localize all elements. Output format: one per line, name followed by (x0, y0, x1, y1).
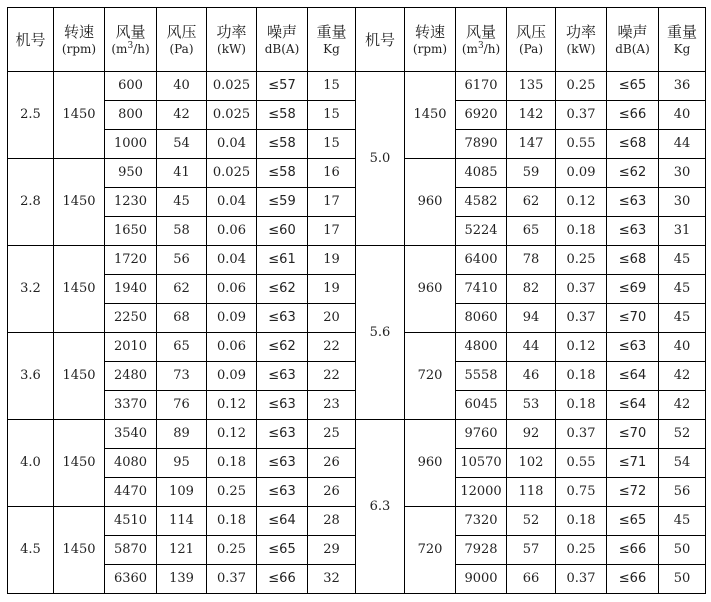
power-cell: 0.25 (556, 72, 607, 101)
flow-cell: 2010 (105, 333, 157, 362)
weight-cell: 32 (308, 565, 356, 594)
flow-cell: 7320 (456, 507, 507, 536)
header-machine-right: 机号 (356, 8, 405, 72)
noise-cell: ≤62 (607, 159, 659, 188)
pressure-cell: 114 (157, 507, 207, 536)
speed-cell: 1450 (54, 246, 105, 333)
power-cell: 0.37 (556, 304, 607, 333)
header-machine-left: 机号 (8, 8, 54, 72)
pressure-cell: 42 (157, 101, 207, 130)
header-pressure-right: 风压 (Pa) (507, 8, 556, 72)
flow-cell: 6170 (456, 72, 507, 101)
weight-cell: 26 (308, 478, 356, 507)
weight-cell: 22 (308, 362, 356, 391)
power-cell: 0.06 (207, 217, 257, 246)
flow-cell: 6920 (456, 101, 507, 130)
pressure-cell: 95 (157, 449, 207, 478)
noise-cell: ≤62 (257, 275, 308, 304)
flow-cell: 3540 (105, 420, 157, 449)
flow-cell: 800 (105, 101, 157, 130)
pressure-cell: 57 (507, 536, 556, 565)
power-cell: 0.04 (207, 130, 257, 159)
noise-cell: ≤72 (607, 478, 659, 507)
noise-cell: ≤62 (257, 333, 308, 362)
power-cell: 0.025 (207, 101, 257, 130)
flow-cell: 4080 (105, 449, 157, 478)
flow-cell: 5224 (456, 217, 507, 246)
flow-cell: 1650 (105, 217, 157, 246)
weight-cell: 56 (659, 478, 706, 507)
speed-cell: 960 (405, 159, 456, 246)
flow-cell: 600 (105, 72, 157, 101)
flow-cell: 1720 (105, 246, 157, 275)
power-cell: 0.37 (556, 275, 607, 304)
pressure-cell: 40 (157, 72, 207, 101)
speed-cell: 1450 (54, 159, 105, 246)
machine-number-cell: 5.6 (356, 246, 405, 420)
speed-cell: 1450 (54, 333, 105, 420)
machine-number-cell: 4.0 (8, 420, 54, 507)
machine-number-cell: 2.8 (8, 159, 54, 246)
pressure-cell: 41 (157, 159, 207, 188)
pressure-cell: 82 (507, 275, 556, 304)
pressure-cell: 62 (157, 275, 207, 304)
power-cell: 0.37 (207, 565, 257, 594)
weight-cell: 17 (308, 188, 356, 217)
speed-cell: 960 (405, 246, 456, 333)
flow-cell: 4470 (105, 478, 157, 507)
power-cell: 0.18 (556, 507, 607, 536)
machine-number-cell: 2.5 (8, 72, 54, 159)
noise-cell: ≤63 (607, 217, 659, 246)
flow-cell: 2250 (105, 304, 157, 333)
weight-cell: 30 (659, 188, 706, 217)
pressure-cell: 147 (507, 130, 556, 159)
power-cell: 0.12 (556, 333, 607, 362)
weight-cell: 40 (659, 333, 706, 362)
noise-cell: ≤65 (257, 536, 308, 565)
noise-cell: ≤65 (607, 507, 659, 536)
power-cell: 0.18 (556, 362, 607, 391)
flow-cell: 5870 (105, 536, 157, 565)
power-cell: 0.12 (207, 391, 257, 420)
noise-cell: ≤63 (257, 304, 308, 333)
flow-cell: 2480 (105, 362, 157, 391)
noise-cell: ≤58 (257, 159, 308, 188)
power-cell: 0.25 (207, 478, 257, 507)
table-row (8, 246, 706, 275)
pressure-cell: 59 (507, 159, 556, 188)
weight-cell: 15 (308, 72, 356, 101)
pressure-cell: 44 (507, 333, 556, 362)
weight-cell: 23 (308, 391, 356, 420)
power-cell: 0.37 (556, 420, 607, 449)
power-cell: 0.025 (207, 159, 257, 188)
pressure-cell: 109 (157, 478, 207, 507)
noise-cell: ≤69 (607, 275, 659, 304)
pressure-cell: 58 (157, 217, 207, 246)
pressure-cell: 135 (507, 72, 556, 101)
power-cell: 0.025 (207, 72, 257, 101)
noise-cell: ≤70 (607, 304, 659, 333)
pressure-cell: 65 (157, 333, 207, 362)
table-row (8, 72, 706, 101)
weight-cell: 22 (308, 333, 356, 362)
weight-cell: 45 (659, 507, 706, 536)
header-row (8, 8, 706, 72)
noise-cell: ≤64 (607, 391, 659, 420)
header-speed-right: 转速 (rpm) (405, 8, 456, 72)
pressure-cell: 121 (157, 536, 207, 565)
weight-cell: 40 (659, 101, 706, 130)
weight-cell: 42 (659, 362, 706, 391)
machine-number-cell: 6.3 (356, 420, 405, 594)
speed-cell: 1450 (54, 72, 105, 159)
noise-cell: ≤65 (607, 72, 659, 101)
speed-cell: 1450 (54, 507, 105, 594)
weight-cell: 45 (659, 246, 706, 275)
power-cell: 0.75 (556, 478, 607, 507)
pressure-cell: 56 (157, 246, 207, 275)
noise-cell: ≤66 (607, 536, 659, 565)
pressure-cell: 76 (157, 391, 207, 420)
power-cell: 0.18 (556, 217, 607, 246)
weight-cell: 17 (308, 217, 356, 246)
noise-cell: ≤58 (257, 101, 308, 130)
machine-number-cell: 3.6 (8, 333, 54, 420)
header-flow-right: 风量 $(m^3/h)$ (456, 8, 507, 72)
speed-cell: 1450 (405, 72, 456, 159)
pressure-cell: 52 (507, 507, 556, 536)
flow-cell: 10570 (456, 449, 507, 478)
weight-cell: 50 (659, 565, 706, 594)
noise-cell: ≤68 (607, 130, 659, 159)
weight-cell: 52 (659, 420, 706, 449)
pressure-cell: 73 (157, 362, 207, 391)
pressure-cell: 62 (507, 188, 556, 217)
weight-cell: 26 (308, 449, 356, 478)
weight-cell: 16 (308, 159, 356, 188)
weight-cell: 45 (659, 304, 706, 333)
pressure-cell: 94 (507, 304, 556, 333)
flow-cell: 8060 (456, 304, 507, 333)
pressure-cell: 68 (157, 304, 207, 333)
flow-cell: 950 (105, 159, 157, 188)
fan-spec-table (7, 7, 706, 594)
power-cell: 0.06 (207, 333, 257, 362)
noise-cell: ≤63 (257, 478, 308, 507)
noise-cell: ≤63 (257, 391, 308, 420)
noise-cell: ≤63 (607, 333, 659, 362)
header-speed-left: 转速 (rpm) (54, 8, 105, 72)
power-cell: 0.37 (556, 101, 607, 130)
power-cell: 0.09 (207, 304, 257, 333)
weight-cell: 31 (659, 217, 706, 246)
pressure-cell: 46 (507, 362, 556, 391)
weight-cell: 36 (659, 72, 706, 101)
flow-cell: 12000 (456, 478, 507, 507)
noise-cell: ≤58 (257, 130, 308, 159)
noise-cell: ≤66 (607, 101, 659, 130)
weight-cell: 42 (659, 391, 706, 420)
power-cell: 0.55 (556, 130, 607, 159)
weight-cell: 29 (308, 536, 356, 565)
weight-cell: 19 (308, 246, 356, 275)
power-cell: 0.18 (207, 507, 257, 536)
table-row (8, 420, 706, 449)
noise-cell: ≤59 (257, 188, 308, 217)
header-noise-right: 噪声 dB(A) (607, 8, 659, 72)
weight-cell: 19 (308, 275, 356, 304)
noise-cell: ≤64 (257, 507, 308, 536)
noise-cell: ≤57 (257, 72, 308, 101)
flow-cell: 4800 (456, 333, 507, 362)
flow-cell: 7410 (456, 275, 507, 304)
weight-cell: 15 (308, 130, 356, 159)
power-cell: 0.25 (556, 246, 607, 275)
power-cell: 0.12 (556, 188, 607, 217)
header-power-left: 功率 (kW) (207, 8, 257, 72)
flow-cell: 7890 (456, 130, 507, 159)
machine-number-cell: 4.5 (8, 507, 54, 594)
power-cell: 0.25 (207, 536, 257, 565)
header-noise-left: 噪声 dB(A) (257, 8, 308, 72)
weight-cell: 28 (308, 507, 356, 536)
flow-cell: 1940 (105, 275, 157, 304)
pressure-cell: 53 (507, 391, 556, 420)
noise-cell: ≤63 (257, 420, 308, 449)
speed-cell: 720 (405, 333, 456, 420)
speed-cell: 720 (405, 507, 456, 594)
flow-cell: 4085 (456, 159, 507, 188)
weight-cell: 44 (659, 130, 706, 159)
power-cell: 0.04 (207, 246, 257, 275)
flow-cell: 7928 (456, 536, 507, 565)
pressure-cell: 118 (507, 478, 556, 507)
pressure-cell: 65 (507, 217, 556, 246)
power-cell: 0.25 (556, 536, 607, 565)
pressure-cell: 142 (507, 101, 556, 130)
weight-cell: 20 (308, 304, 356, 333)
power-cell: 0.09 (207, 362, 257, 391)
header-pressure-left: 风压 (Pa) (157, 8, 207, 72)
power-cell: 0.04 (207, 188, 257, 217)
power-cell: 0.18 (556, 391, 607, 420)
noise-cell: ≤60 (257, 217, 308, 246)
noise-cell: ≤63 (257, 449, 308, 478)
power-cell: 0.55 (556, 449, 607, 478)
noise-cell: ≤66 (257, 565, 308, 594)
weight-cell: 54 (659, 449, 706, 478)
flow-cell: 9760 (456, 420, 507, 449)
noise-cell: ≤68 (607, 246, 659, 275)
speed-cell: 1450 (54, 420, 105, 507)
weight-cell: 50 (659, 536, 706, 565)
pressure-cell: 45 (157, 188, 207, 217)
header-power-right: 功率 (kW) (556, 8, 607, 72)
pressure-cell: 139 (157, 565, 207, 594)
flow-cell: 1000 (105, 130, 157, 159)
power-cell: 0.12 (207, 420, 257, 449)
power-cell: 0.06 (207, 275, 257, 304)
pressure-cell: 92 (507, 420, 556, 449)
noise-cell: ≤66 (607, 565, 659, 594)
pressure-cell: 78 (507, 246, 556, 275)
flow-cell: 1230 (105, 188, 157, 217)
machine-number-cell: 5.0 (356, 72, 405, 246)
weight-cell: 25 (308, 420, 356, 449)
flow-cell: 4582 (456, 188, 507, 217)
noise-cell: ≤61 (257, 246, 308, 275)
speed-cell: 960 (405, 420, 456, 507)
pressure-cell: 102 (507, 449, 556, 478)
noise-cell: ≤71 (607, 449, 659, 478)
weight-cell: 15 (308, 101, 356, 130)
flow-cell: 3370 (105, 391, 157, 420)
power-cell: 0.37 (556, 565, 607, 594)
flow-cell: 6360 (105, 565, 157, 594)
flow-cell: 6400 (456, 246, 507, 275)
weight-cell: 30 (659, 159, 706, 188)
pressure-cell: 89 (157, 420, 207, 449)
noise-cell: ≤63 (607, 188, 659, 217)
header-weight-left: 重量 Kg (308, 8, 356, 72)
flow-cell: 5558 (456, 362, 507, 391)
weight-cell: 45 (659, 275, 706, 304)
pressure-cell: 66 (507, 565, 556, 594)
flow-cell: 6045 (456, 391, 507, 420)
noise-cell: ≤64 (607, 362, 659, 391)
flow-cell: 4510 (105, 507, 157, 536)
noise-cell: ≤70 (607, 420, 659, 449)
power-cell: 0.09 (556, 159, 607, 188)
header-weight-right: 重量 Kg (659, 8, 706, 72)
noise-cell: ≤63 (257, 362, 308, 391)
flow-cell: 9000 (456, 565, 507, 594)
pressure-cell: 54 (157, 130, 207, 159)
machine-number-cell: 3.2 (8, 246, 54, 333)
header-flow-left: 风量 $(m^3/h)$ (105, 8, 157, 72)
power-cell: 0.18 (207, 449, 257, 478)
